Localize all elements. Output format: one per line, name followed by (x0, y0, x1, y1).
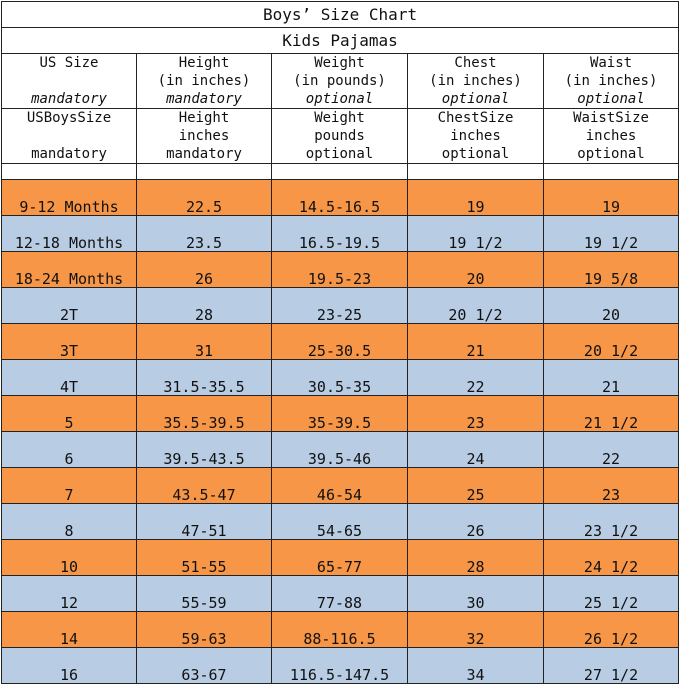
table-cell: 23.5 (137, 216, 272, 252)
table-cell: 26 1/2 (544, 612, 679, 648)
table-cell: 22 (544, 432, 679, 468)
table-cell: 59-63 (137, 612, 272, 648)
table-cell: 25 (408, 468, 544, 504)
table-cell: 24 (408, 432, 544, 468)
table-cell: 65-77 (272, 540, 408, 576)
header-cell: optional (544, 145, 679, 164)
table-row (2, 288, 679, 324)
header-cell: mandatory (137, 145, 272, 164)
table-row (2, 576, 679, 612)
table-row (2, 540, 679, 576)
header-cell: optional (544, 90, 679, 109)
header-cell: optional (408, 145, 544, 164)
table-row (2, 360, 679, 396)
table-row (2, 324, 679, 360)
title-row (2, 2, 679, 28)
header-cell: (in inches) (544, 72, 679, 90)
table-cell: 77-88 (272, 576, 408, 612)
table-cell: 20 (408, 252, 544, 288)
table-cell: 30 (408, 576, 544, 612)
table-cell: 21 (408, 324, 544, 360)
table-cell: 55-59 (137, 576, 272, 612)
table-cell: 6 (2, 432, 137, 468)
header-cell (2, 72, 137, 90)
table-cell: 19 5/8 (544, 252, 679, 288)
table-cell: 47-51 (137, 504, 272, 540)
table-cell: 23 (544, 468, 679, 504)
table-cell: 26 (137, 252, 272, 288)
chart-subtitle: Kids Pajamas (2, 28, 679, 54)
header-cell: Height (137, 54, 272, 73)
table-cell: 8 (2, 504, 137, 540)
table-row (2, 432, 679, 468)
table-cell: 22.5 (137, 180, 272, 216)
table-cell: 46-54 (272, 468, 408, 504)
table-cell: 31.5-35.5 (137, 360, 272, 396)
table-cell: 21 (544, 360, 679, 396)
table-cell: 63-67 (137, 648, 272, 684)
table-cell: 9-12 Months (2, 180, 137, 216)
table-cell: 19 (408, 180, 544, 216)
table-cell: 19 1/2 (408, 216, 544, 252)
header-cell: Chest (408, 54, 544, 73)
header-cell: US Size (2, 54, 137, 73)
header-cell: Weight (272, 54, 408, 73)
table-cell: 25-30.5 (272, 324, 408, 360)
blank-row (2, 164, 679, 180)
chart-title: Boys’ Size Chart (2, 2, 679, 28)
header-cell: mandatory (2, 145, 137, 164)
table-row (2, 504, 679, 540)
table-cell: 21 1/2 (544, 396, 679, 432)
header-cell: (in pounds) (272, 72, 408, 90)
table-cell: 20 1/2 (544, 324, 679, 360)
table-cell: 54-65 (272, 504, 408, 540)
table-cell: 32 (408, 612, 544, 648)
size-chart-table (1, 1, 679, 684)
table-row (2, 612, 679, 648)
table-cell: 116.5-147.5 (272, 648, 408, 684)
table-cell: 4T (2, 360, 137, 396)
header-cell: inches (544, 127, 679, 145)
header-row-2 (2, 72, 679, 90)
table-row (2, 216, 679, 252)
table-cell: 10 (2, 540, 137, 576)
blank-cell (272, 164, 408, 180)
table-cell: 12-18 Months (2, 216, 137, 252)
table-cell: 19 (544, 180, 679, 216)
header-cell: mandatory (137, 90, 272, 109)
table-cell: 20 (544, 288, 679, 324)
table-cell: 34 (408, 648, 544, 684)
header-cell: optional (408, 90, 544, 109)
blank-cell (137, 164, 272, 180)
header-cell: WaistSize (544, 109, 679, 128)
table-row (2, 180, 679, 216)
header-cell: (in inches) (137, 72, 272, 90)
table-cell: 39.5-46 (272, 432, 408, 468)
table-cell: 2T (2, 288, 137, 324)
header-cell: (in inches) (408, 72, 544, 90)
header-cell: pounds (272, 127, 408, 145)
table-cell: 5 (2, 396, 137, 432)
table-cell: 14 (2, 612, 137, 648)
subtitle-row (2, 28, 679, 54)
table-row (2, 648, 679, 684)
table-cell: 14.5-16.5 (272, 180, 408, 216)
blank-cell (408, 164, 544, 180)
table-cell: 18-24 Months (2, 252, 137, 288)
table-cell: 43.5-47 (137, 468, 272, 504)
table-cell: 16 (2, 648, 137, 684)
table-row (2, 252, 679, 288)
blank-cell (544, 164, 679, 180)
header-row-4 (2, 109, 679, 128)
header-row-1 (2, 54, 679, 73)
table-cell: 16.5-19.5 (272, 216, 408, 252)
table-cell: 30.5-35 (272, 360, 408, 396)
header-cell: inches (137, 127, 272, 145)
table-cell: 12 (2, 576, 137, 612)
header-cell (2, 127, 137, 145)
table-cell: 28 (408, 540, 544, 576)
header-row-6 (2, 145, 679, 164)
table-cell: 24 1/2 (544, 540, 679, 576)
header-cell: Height (137, 109, 272, 128)
table-cell: 23-25 (272, 288, 408, 324)
table-cell: 22 (408, 360, 544, 396)
table-cell: 3T (2, 324, 137, 360)
header-cell: inches (408, 127, 544, 145)
table-cell: 20 1/2 (408, 288, 544, 324)
table-row (2, 468, 679, 504)
blank-cell (2, 164, 137, 180)
table-cell: 26 (408, 504, 544, 540)
table-cell: 27 1/2 (544, 648, 679, 684)
header-row-3 (2, 90, 679, 109)
header-cell: optional (272, 90, 408, 109)
table-cell: 19.5-23 (272, 252, 408, 288)
table-row (2, 396, 679, 432)
header-cell: USBoysSize (2, 109, 137, 128)
table-cell: 35.5-39.5 (137, 396, 272, 432)
table-cell: 88-116.5 (272, 612, 408, 648)
table-cell: 39.5-43.5 (137, 432, 272, 468)
table-cell: 25 1/2 (544, 576, 679, 612)
header-cell: optional (272, 145, 408, 164)
header-cell: mandatory (2, 90, 137, 109)
table-cell: 23 1/2 (544, 504, 679, 540)
table-cell: 51-55 (137, 540, 272, 576)
table-cell: 28 (137, 288, 272, 324)
table-cell: 23 (408, 396, 544, 432)
table-cell: 19 1/2 (544, 216, 679, 252)
header-cell: Waist (544, 54, 679, 73)
header-cell: Weight (272, 109, 408, 128)
header-cell: ChestSize (408, 109, 544, 128)
table-cell: 7 (2, 468, 137, 504)
header-row-5 (2, 127, 679, 145)
table-cell: 31 (137, 324, 272, 360)
table-cell: 35-39.5 (272, 396, 408, 432)
